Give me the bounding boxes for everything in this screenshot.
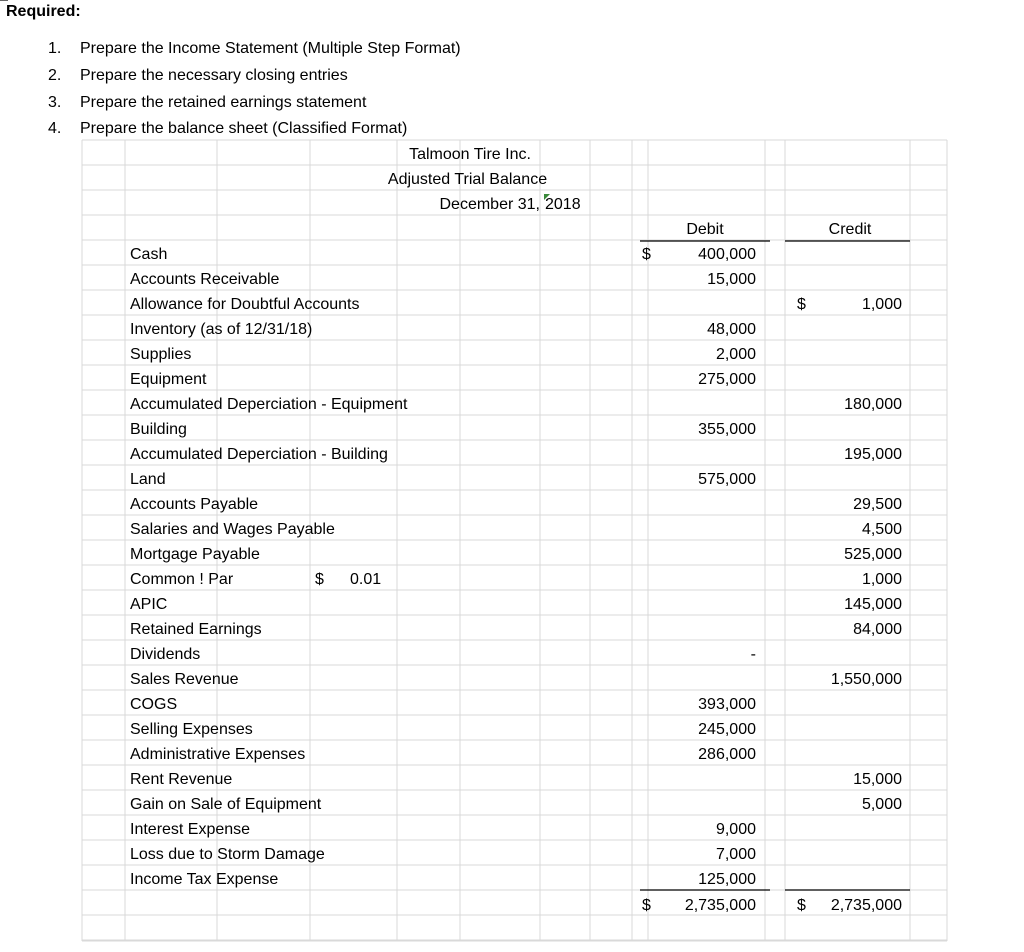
credit-amount: 5,000 <box>861 796 902 813</box>
account-name: Administrative Expenses <box>130 746 306 763</box>
credit-amount: 195,000 <box>844 446 902 463</box>
requirement-number: 3. <box>48 94 62 111</box>
requirement-text: Prepare the retained earnings statement <box>80 94 367 111</box>
account-name: Supplies <box>130 346 192 363</box>
account-name: Retained Earnings <box>130 621 262 638</box>
required-heading: Required: <box>6 3 81 20</box>
credit-amount: 525,000 <box>844 546 902 563</box>
account-name: Cash <box>130 246 168 263</box>
credit-currency: $ <box>797 296 806 313</box>
debit-amount: 48,000 <box>707 321 756 338</box>
account-name: Dividends <box>130 646 201 663</box>
statement-title: Adjusted Trial Balance <box>387 171 548 188</box>
requirement-number: 4. <box>48 120 62 137</box>
debit-header: Debit <box>686 221 724 238</box>
account-name: Loss due to Storm Damage <box>130 846 325 863</box>
requirement-number: 2. <box>48 67 62 84</box>
credit-amount: 15,000 <box>853 771 902 788</box>
requirement-text: Prepare the Income Statement (Multiple Step Format) <box>80 40 461 57</box>
credit-amount: 84,000 <box>853 621 902 638</box>
requirement-text: Prepare the necessary closing entries <box>80 67 348 84</box>
credit-amount: 180,000 <box>844 396 902 413</box>
debit-amount: 7,000 <box>715 846 756 863</box>
debit-amount: 15,000 <box>707 271 756 288</box>
credit-amount: 29,500 <box>853 496 902 513</box>
account-name: Rent Revenue <box>130 771 233 788</box>
account-name: Land <box>130 471 166 488</box>
account-name: Allowance for Doubtful Accounts <box>130 296 360 313</box>
statement-year: 2018 <box>545 196 581 213</box>
account-name: Gain on Sale of Equipment <box>130 796 322 813</box>
account-name: Sales Revenue <box>130 671 239 688</box>
account-name: Equipment <box>130 371 207 388</box>
account-name: COGS <box>130 696 178 713</box>
company-name: Talmoon Tire Inc. <box>409 146 531 163</box>
debit-amount: 125,000 <box>698 871 756 888</box>
debit-amount: 9,000 <box>715 821 756 838</box>
credit-amount: 145,000 <box>844 596 902 613</box>
total-credit: 2,735,000 <box>830 897 902 914</box>
par-currency: $ <box>315 571 324 588</box>
account-name: Accounts Payable <box>130 496 259 513</box>
debit-currency: $ <box>642 246 651 263</box>
account-name: Accumulated Deperciation - Equipment <box>130 396 408 413</box>
total-credit-sign: $ <box>797 897 806 914</box>
debit-amount: 245,000 <box>698 721 756 738</box>
account-name: Selling Expenses <box>130 721 253 738</box>
debit-amount: 286,000 <box>698 746 756 763</box>
account-name: Mortgage Payable <box>130 546 260 563</box>
account-name: Accounts Receivable <box>130 271 280 288</box>
requirement-item <box>48 67 348 85</box>
credit-amount: 1,000 <box>861 296 902 313</box>
debit-amount: - <box>750 646 756 663</box>
account-name: APIC <box>130 596 168 613</box>
requirement-item <box>48 94 366 112</box>
requirement-number: 1. <box>48 40 62 57</box>
credit-header: Credit <box>828 221 872 238</box>
credit-amount: 4,500 <box>861 521 902 538</box>
requirement-item <box>48 40 461 58</box>
account-name: Salaries and Wages Payable <box>130 521 335 538</box>
account-name: Accumulated Deperciation - Building <box>130 446 388 463</box>
credit-amount: 1,550,000 <box>830 671 902 688</box>
debit-amount: 275,000 <box>698 371 756 388</box>
account-name: Inventory (as of 12/31/18) <box>130 321 313 338</box>
account-name: Building <box>130 421 187 438</box>
credit-amount: 1,000 <box>861 571 902 588</box>
account-name: Common ! Par <box>130 571 234 588</box>
debit-amount: 355,000 <box>698 421 756 438</box>
requirement-item <box>48 120 407 138</box>
account-name: Income Tax Expense <box>130 871 279 888</box>
cell-comment-marker <box>544 194 550 200</box>
total-debit-sign: $ <box>642 897 651 914</box>
debit-amount: 2,000 <box>715 346 756 363</box>
statement-date: December 31, <box>439 196 540 213</box>
par-value: 0.01 <box>350 571 382 588</box>
total-debit: 2,735,000 <box>684 897 756 914</box>
account-name: Interest Expense <box>130 821 251 838</box>
debit-amount: 575,000 <box>698 471 756 488</box>
requirement-text: Prepare the balance sheet (Classified Format) <box>80 120 408 137</box>
debit-amount: 393,000 <box>698 696 756 713</box>
debit-amount: 400,000 <box>698 246 756 263</box>
